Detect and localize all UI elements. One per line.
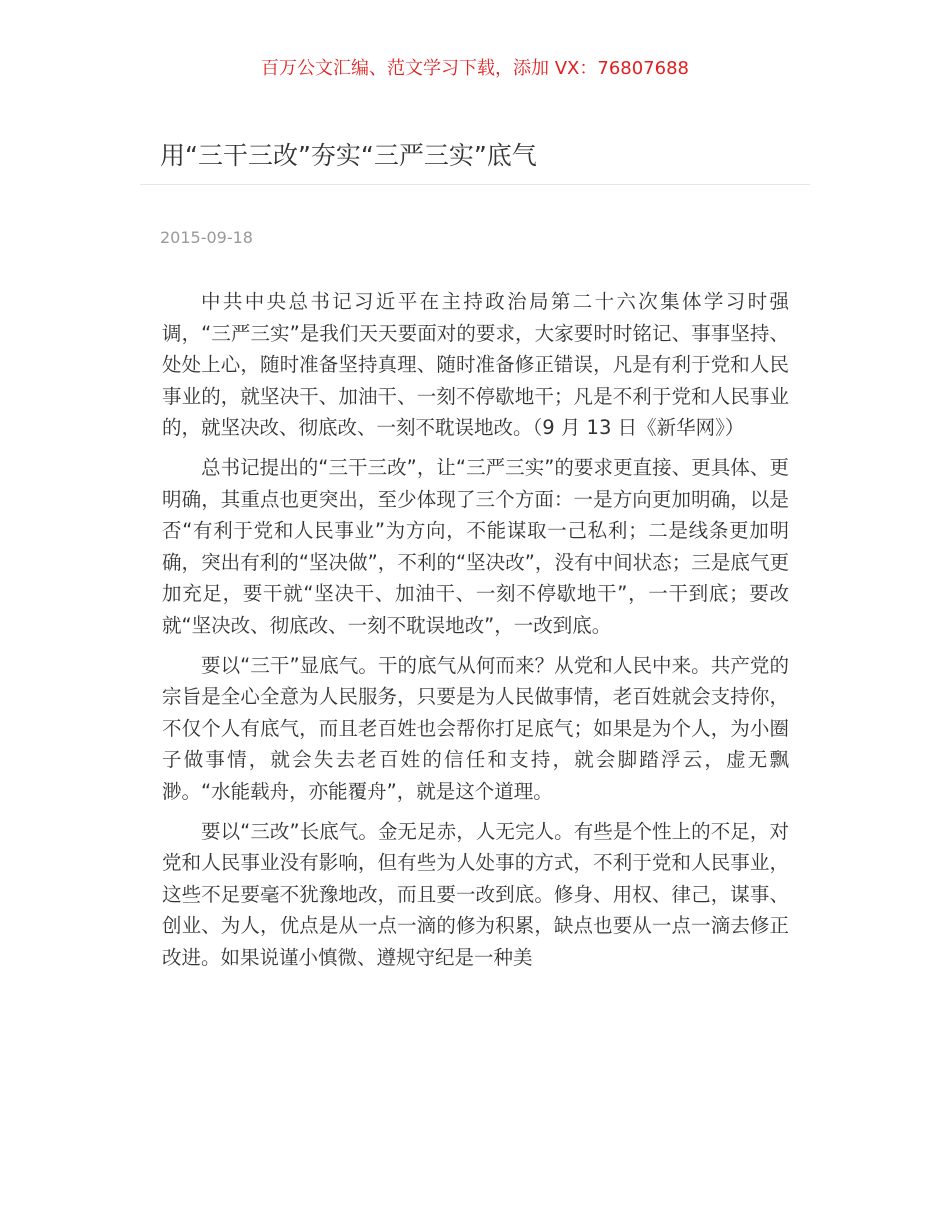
- article-body: [162, 286, 789, 981]
- promo-banner: 百万公文汇编、范文学习下载，添加 VX：76807688: [261, 58, 689, 79]
- paragraph: 要以“三干”显底气。干的底气从何而来？从党和人民中来。共产党的宗旨是全心全意为人民服务，只要是为人民做事情，老百姓就会支持你，不仅个人有底气，而且老百姓也会帮你打足底气；如果是为个人，为小圈子做事情，就会失去老百姓的信任和支持，就会脚踏浮云，虚无飘渺。“水能载舟，亦能覆舟”，就是这个道理。: [162, 653, 789, 803]
- publish-date: 2015-09-18: [160, 228, 253, 247]
- title-divider: [140, 184, 810, 185]
- paragraph: 要以“三改”长底气。金无足赤，人无完人。有些是个性上的不足，对党和人民事业没有影响，但有些为人处事的方式，不利于党和人民事业，这些不足要毫不犹豫地改，而且要一改到底。修身、用权、律己，谋事、创业、为人，优点是从一点一滴的修为积累，缺点也要从一点一滴去修正改进。如果说谨小慎微、遵规守纪是一种美: [162, 819, 789, 969]
- paragraph: 总书记提出的“三干三改”，让“三严三实”的要求更直接、更具体、更明确，其重点也更突出，至少体现了三个方面：一是方向更加明确，以是否“有利于党和人民事业”为方向，不能谋取一己私利；二是线条更加明确，突出有利的“坚决做”，不利的“坚决改”，没有中间状态；三是底气更加充足，要干就“坚决干、加油干、一刻不停歇地干”，一干到底；要改就“坚决改、彻底改、一刻不耽误地改”，一改到底。: [162, 455, 789, 637]
- article-title: 用“三干三改”夯实“三严三实”底气: [160, 141, 537, 170]
- paragraph: 中共中央总书记习近平在主持政治局第二十六次集体学习时强调，“三严三实”是我们天天要面对的要求，大家要时时铭记、事事坚持、处处上心，随时准备坚持真理、随时准备修正错误，凡是有利于党和人民事业的，就坚决干、加油干、一刻不停歇地干；凡是不利于党和人民事业的，就坚决改、彻底改、一刻不耽误地改。（9 月 13 日《新华网》）: [162, 290, 789, 440]
